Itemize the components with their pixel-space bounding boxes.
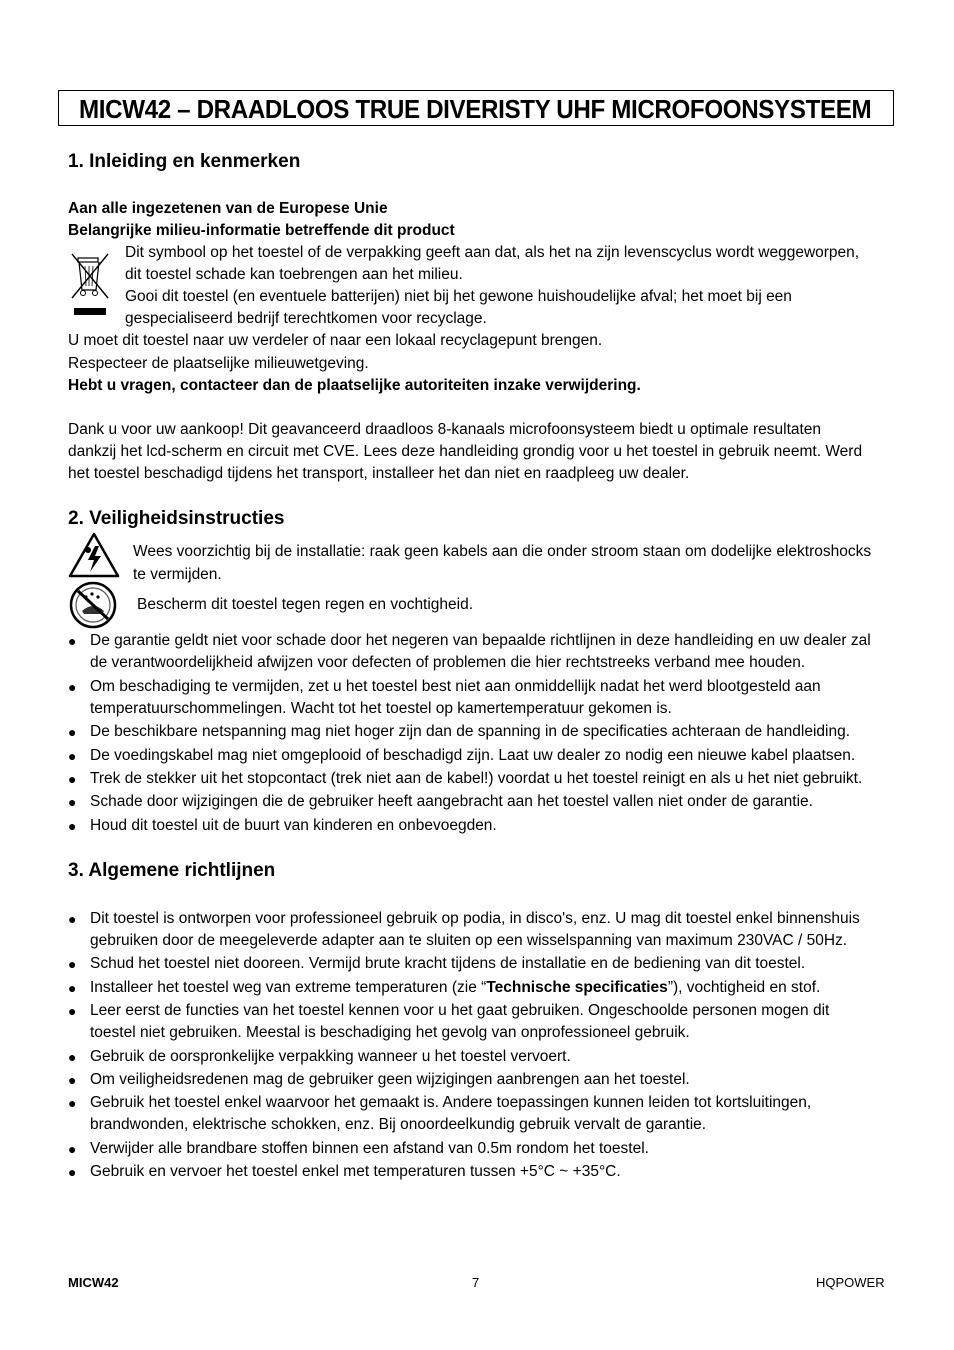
- list-item-line: brandwonden, elektrische schokken, enz. Bij onoordeelkundig gebruik vervalt de garantie.: [90, 1116, 707, 1133]
- recycle-line: U moet dit toestel naar uw verdeler of naar een lokaal recyclagepunt brengen.: [68, 332, 603, 349]
- list-item-line: Schud het toestel niet dooreen. Vermijd brute kracht tijdens de installatie en de bediening van dit toestel.: [90, 955, 806, 972]
- bullet-icon: ●: [68, 1164, 77, 1180]
- list-item: [68, 768, 898, 790]
- weee-text-2: dit toestel schade kan toebrengen aan het milieu.: [125, 266, 463, 283]
- list-item-line: Gebruik de oorspronkelijke verpakking wanneer u het toestel vervoert.: [90, 1048, 571, 1065]
- list-item: [68, 791, 898, 813]
- questions-line: Hebt u vragen, contacteer dan de plaatselijke autoriteiten inzake verwijdering.: [68, 377, 641, 394]
- list-item: [68, 815, 898, 837]
- list-item-line: Gebruik en vervoer het toestel enkel met temperaturen tussen +5°C ~ +35°C.: [90, 1163, 621, 1180]
- bullet-icon: ●: [68, 1072, 77, 1088]
- title-box: [58, 90, 894, 126]
- bullet-icon: ●: [68, 1003, 77, 1019]
- list-item: [68, 1138, 898, 1160]
- environment-info-line: Belangrijke milieu-informatie betreffende dit product: [68, 222, 455, 239]
- bullet-icon: ●: [68, 724, 77, 740]
- list-item-line: [90, 977, 890, 999]
- list-item-line: De garantie geldt niet voor schade door het negeren van bepaalde richtlijnen in deze handleiding en uw dealer zal: [90, 632, 871, 649]
- list-item-line: Gebruik het toestel enkel waarvoor het gemaakt is. Andere toepassingen kunnen leiden tot kortsluitingen,: [90, 1094, 812, 1111]
- intro-line-2: dankzij het lcd-scherm en circuit met CVE. Lees deze handleiding grondig voor u het toestel in gebruik neemt. Werd: [68, 443, 863, 460]
- electric-shock-warning-icon: [68, 532, 120, 578]
- list-item: [68, 908, 898, 952]
- bullet-icon: ●: [68, 956, 77, 972]
- eu-residents-line: Aan alle ingezetenen van de Europese Unie: [68, 200, 388, 217]
- intro-line-1: Dank u voor uw aankoop! Dit geavanceerd draadloos 8-kanaals microfoonsysteem biedt u optimale resultaten: [68, 421, 822, 438]
- weee-text-1: Dit symbool op het toestel of de verpakking geeft aan dat, als het na zijn levenscyclus wordt weggeworpen,: [125, 244, 860, 261]
- install-text-after: ”), vochtigheid en stof.: [667, 979, 821, 996]
- bullet-icon: ●: [68, 771, 77, 787]
- section-heading-3: 3. Algemene richtlijnen: [68, 860, 276, 881]
- intro-line-3: het toestel beschadigd tijdens het transport, installeer het dan niet en raadpleeg uw dealer.: [68, 465, 690, 482]
- weee-text-4: gespecialiseerd bedrijf terechtkomen voor recyclage.: [125, 310, 487, 327]
- list-item-line: Leer eerst de functies van het toestel kennen voor u het gaat gebruiken. Ongeschoolde personen mogen dit: [90, 1002, 830, 1019]
- bullet-icon: ●: [68, 794, 77, 810]
- list-item-line: Dit toestel is ontworpen voor professioneel gebruik op podia, in disco's, enz. U mag dit toestel enkel binnenshuis: [90, 910, 860, 927]
- list-item: [68, 1161, 898, 1183]
- list-item-line: Trek de stekker uit het stopcontact (trek niet aan de kabel!) voordat u het toestel reinigt en als u het niet gebruikt.: [90, 770, 863, 787]
- list-item: [68, 977, 898, 999]
- respect-line: Respecteer de plaatselijke milieuwetgeving.: [68, 355, 369, 372]
- install-text-before: Installeer het toestel weg van extreme temperaturen (zie “: [90, 979, 487, 996]
- shock-warning-line-2: te vermijden.: [133, 566, 222, 583]
- weee-bin-icon: [68, 248, 114, 320]
- list-item: [68, 721, 898, 743]
- list-item-line: Verwijder alle brandbare stoffen binnen een afstand van 0.5m rondom het toestel.: [90, 1140, 649, 1157]
- list-item: [68, 1069, 898, 1091]
- bullet-icon: ●: [68, 679, 77, 695]
- list-item-line: Om beschadiging te vermijden, zet u het toestel best niet aan onmiddellijk nadat het werd blootgesteld aan: [90, 678, 821, 695]
- bullet-icon: ●: [68, 1095, 77, 1111]
- bullet-icon: ●: [68, 980, 77, 996]
- bullet-icon: ●: [68, 748, 77, 764]
- bullet-icon: ●: [68, 911, 77, 927]
- list-item: [68, 630, 898, 674]
- list-item-line: Houd dit toestel uit de buurt van kinderen en onbevoegden.: [90, 817, 497, 834]
- list-item-line: gebruiken door de meegeleverde adapter aan te sluiten op een wisselspanning van maximum 230VAC / 50Hz.: [90, 932, 848, 949]
- list-item: [68, 1000, 898, 1044]
- bullet-icon: ●: [68, 1049, 77, 1065]
- page-number: 7: [472, 1275, 480, 1290]
- list-item-line: De beschikbare netspanning mag niet hoger zijn dan de spanning in de specificaties achteraan de handleiding.: [90, 723, 851, 740]
- section-heading-2: 2. Veiligheidsinstructies: [68, 508, 285, 529]
- shock-warning-line-1: Wees voorzichtig bij de installatie: raak geen kabels aan die onder stroom staan om dodelijke elektroshocks: [133, 543, 872, 560]
- rain-warning-line: Bescherm dit toestel tegen regen en vochtigheid.: [137, 596, 474, 613]
- list-item-line: Om veiligheidsredenen mag de gebruiker geen wijzigingen aanbrengen aan het toestel.: [90, 1071, 690, 1088]
- list-item: [68, 676, 898, 720]
- list-item: [68, 1092, 898, 1136]
- bullet-icon: ●: [68, 633, 77, 649]
- list-item-line: De voedingskabel mag niet omgeplooid of beschadigd zijn. Laat uw dealer zo nodig een nieuwe kabel plaatsen.: [90, 747, 856, 764]
- list-item-line: toestel niet gebruiken. Meestal is beschadiging het gevolg van onprofessioneel gebruik.: [90, 1024, 690, 1041]
- bullet-icon: ●: [68, 818, 77, 834]
- list-item: [68, 745, 898, 767]
- list-item: [68, 953, 898, 975]
- bullet-icon: ●: [68, 1141, 77, 1157]
- page-title: MICW42 – DRAADLOOS TRUE DIVERISTY UHF MICROFOONSYSTEEM: [79, 94, 872, 124]
- footer-brand: HQPOWER: [816, 1275, 885, 1290]
- list-item-line: temperatuurschommelingen. Wacht tot het toestel op kamertemperatuur gekomen is.: [90, 700, 672, 717]
- technical-specs-reference: Technische specificaties: [486, 979, 668, 996]
- list-item-line: Schade door wijzigingen die de gebruiker heeft aangebracht aan het toestel vallen niet onder de garantie.: [90, 793, 813, 810]
- list-item-line: de verantwoordelijkheid afwijzen voor defecten of problemen die hier rechtstreeks verband mee houden.: [90, 654, 806, 671]
- list-item: [68, 1046, 898, 1068]
- rain-protection-icon: [68, 581, 118, 629]
- weee-text-3: Gooi dit toestel (en eventuele batterijen) niet bij het gewone huishoudelijke afval; het moet bij een: [125, 288, 792, 305]
- section-heading-1: 1. Inleiding en kenmerken: [68, 151, 301, 172]
- footer-model: MICW42: [68, 1275, 119, 1290]
